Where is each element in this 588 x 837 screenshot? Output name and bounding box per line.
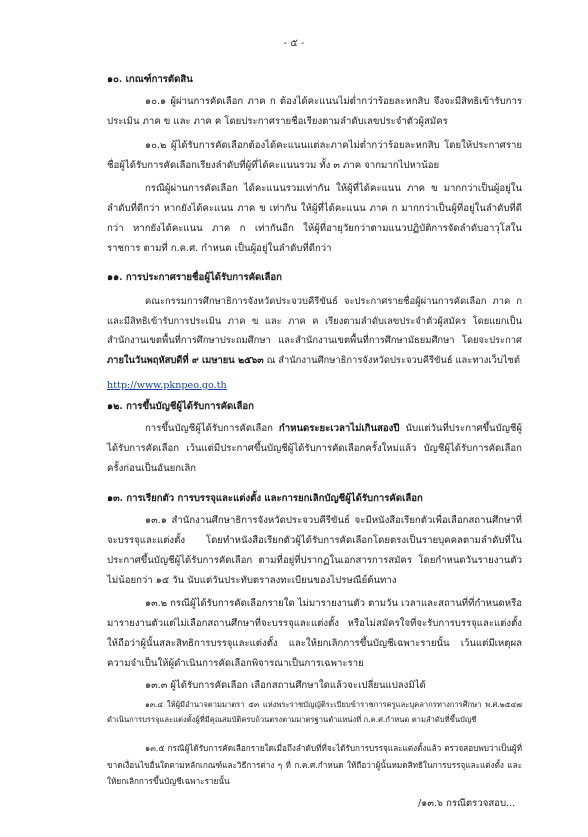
section-11-heading: ๑๑. การประกาศรายชื่อผู้ได้รับการคัดเลือก [107,272,282,283]
section-11-text-a: คณะกรรมการศึกษาธิการจังหวัดประจวบคีรีขันธ์ จะประกาศรายชื่อผู้ผ่านการคัดเลือก ภาค ก และมีสิทธิเข้ารับการประเมิน ภาค ข และ ภาค ค เรียงตามลำดับเลขประจำตัวผู้สมัคร โดยแยกเป็นสำนักงานเขตพื้นที่การศึกษาประถมศึกษา และสำนักงานเขตพื้นที่การศึกษามัธยมศึกษา โดยจะประกาศ [107,296,522,346]
section-12-period: กำหนดระยะเวลาไม่เกินสองปี [278,423,400,434]
section-10-tiebreak-paragraph: กรณีผู้ผ่านการคัดเลือก ได้คะแนนรวมเท่ากัน ให้ผู้ที่ได้คะแนน ภาค ข มากกว่าเป็นผู้อยู่ในลำดับที่ดีกว่า หากยังได้คะแนน ภาค ข เท่ากัน ให้ผู้ที่ได้คะแนน ภาค ก มากกว่าเป็นผู้ที่อยู่ในลำดับที่ดีกว่า หากยังได้คะแนน ภาค ก เท่ากันอีก ให้ผู้ที่อายุวัยกว่าตามแนวปฏิบัติการจัดลำดับอาวุโสในราชการ ตามที่ ก.ค.ศ. กำหนด เป็นผู้อยู่ในลำดับที่ดีกว่า [107,183,522,254]
website-link[interactable]: http://www.pknpeo.go.th [107,380,227,391]
section-11-paragraph [107,292,522,370]
section-12-text-b: นับแต่วันที่ประกาศขึ้นบัญชีผู้ได้รับการคัดเลือก เว้นแต่มีประกาศขึ้นบัญชีผู้ได้รับการคัดเลือกครั้งใหม่แล้ว บัญชีผู้ได้รับการคัดเลือกครั้งก่อนเป็นอันยกเลิก [107,423,522,474]
section-10-heading: ๑๐. เกณฑ์การตัดสิน [107,74,193,85]
page-number: - ๕ - [283,38,305,49]
section-10-1-paragraph: ๑๐.๑ ผู้ผ่านการคัดเลือก ภาค ก ต้องได้คะแนนไม่ต่ำกว่าร้อยละหกสิบ จึงจะมีสิทธิเข้ารับการประเมิน ภาค ข และ ภาค ค โดยประกาศรายชื่อเรียงตามลำดับเลขประจำตัวผู้สมัคร [107,96,522,127]
section-13-1-paragraph: ๑๓.๑ สำนักงานศึกษาธิการจังหวัดประจวบคีรีขันธ์ จะมีหนังสือเรียกตัวเพื่อเลือกสถานศึกษาที่จะบรรจุและแต่งตั้ง โดยทำหนังสือเรียกตัวผู้ได้รับการคัดเลือกโดยตรงเป็นรายบุคคลตามลำดับที่ในประกาศขึ้นบัญชีผู้ได้รับการคัดเลือก ตามที่อยู่ที่ปรากฏในเอกสารการสมัคร โดยกำหนดวันรายงานตัว ไม่น้อยกว่า ๑๕ วัน นับแต่วันประทับตราลงทะเบียนของไปรษณีย์ต้นทาง [107,515,522,586]
section-13-5-paragraph: ๑๓.๕ กรณีผู้ได้รับการคัดเลือกรายใดเมื่อถึงลำดับที่ที่จะได้รับการบรรจุและแต่งตั้งแล้ว ตรวจสอบพบว่าเป็นผู้ที่ขาดเงื่อนไขอื่นใดตามหลักเกณฑ์และวิธีการต่าง ๆ ที่ ก.ค.ศ.กำหนด ให้ถือว่าผู้นั้นหมดสิทธิในการบรรจุและแต่งตั้ง และให้ยกเลิกการขึ้นบัญชีเฉพาะรายนั้น [107,743,522,786]
section-13-4-paragraph: ๑๓.๔ ให้ผู้มีอำนาจตามมาตรา ๕๓ แห่งพระราชบัญญัติระเบียบข้าราชการครูและบุคลากรทางการศึกษา พ.ศ.๒๕๔๗ ดำเนินการบรรจุและแต่งตั้งผู้ที่มีคุณสมบัติครบถ้วนตรงตามมาตรฐานตำแหน่งที่ ก.ค.ศ.กำหนด ตามลำดับที่ขึ้นบัญชี [107,700,522,724]
section-13-3-paragraph: ๑๓.๓ ผู้ได้รับการคัดเลือก เลือกสถานศึกษาใดแล้วจะเปลี่ยนแปลงมิได้ [145,680,426,691]
continuation-note: /๑๓.๖ กรณีตรวจสอบ... [418,798,516,809]
section-11-text-b: ณ สำนักงานศึกษาธิการจังหวัดประจวบคีรีขันธ์ และทางเว็บไซต์ [263,354,520,366]
section-12-heading: ๑๒. การขึ้นบัญชีผู้ได้รับการคัดเลือก [107,401,254,412]
section-10-2-paragraph: ๑๐.๒ ผู้ได้รับการคัดเลือกต้องได้คะแนนแต่ละภาคไม่ต่ำกว่าร้อยละหกสิบ โดยให้ประกาศรายชื่อผู้ได้รับการคัดเลือกเรียงลำดับที่ผู้ที่ได้คะแนนรวม ทั้ง ๓ ภาค จากมากไปหาน้อย [107,140,522,171]
section-12-paragraph [107,419,522,479]
section-11-announce-date: ภายในวันพฤหัสบดีที่ ๙ เมษายน ๒๕๖๓ [107,354,264,366]
section-13-heading: ๑๓. การเรียกตัว การบรรจุและแต่งตั้ง และการยกเลิกบัญชีผู้ได้รับการคัดเลือก [107,493,423,504]
section-13-2-paragraph: ๑๓.๒ กรณีผู้ได้รับการคัดเลือกรายใด ไม่มารายงานตัว ตามวัน เวลาและสถานที่ที่กำหนดหรือมารายงานตัวแต่ไม่เลือกสถานศึกษาที่จะบรรจุและแต่งตั้ง หรือไม่สมัครใจที่จะรับการบรรจุและแต่งตั้ง ให้ถือว่าผู้นั้นสละสิทธิการบรรจุและแต่งตั้ง และให้ยกเลิกการขึ้นบัญชีเฉพาะรายนั้น เว้นแต่มีเหตุผลความจำเป็นให้ผู้ดำเนินการคัดเลือกพิจารณาเป็นการเฉพาะราย [107,598,522,669]
section-11-url-line [107,376,522,396]
section-12-text-a: การขึ้นบัญชีผู้ได้รับการคัดเลือก [145,423,279,434]
